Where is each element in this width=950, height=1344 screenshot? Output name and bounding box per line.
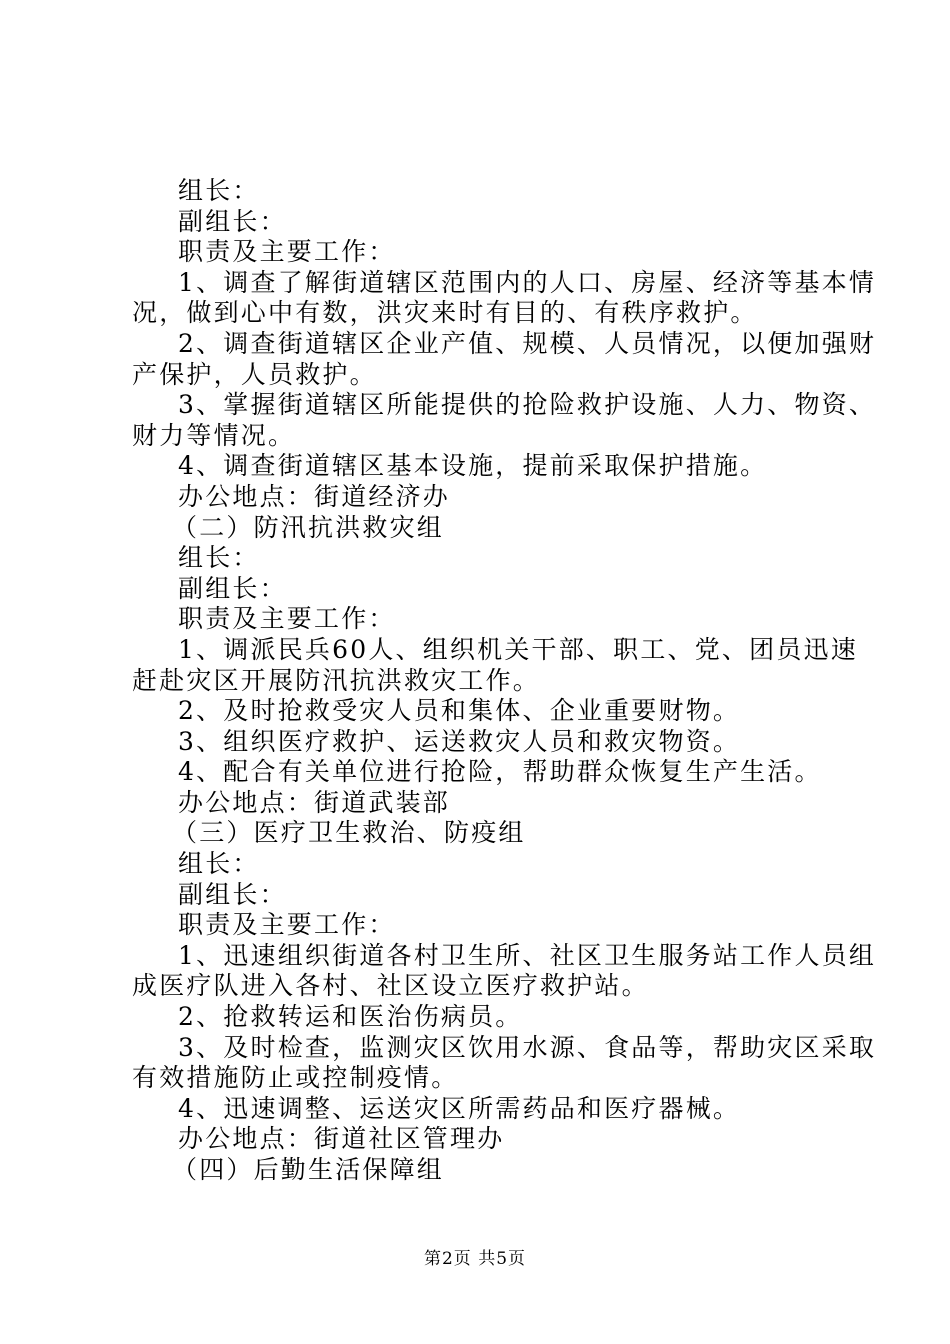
paragraph-line: 财力等情况。 bbox=[132, 420, 296, 450]
paragraph-line: 办公地点：街道武装部 bbox=[178, 787, 451, 817]
paragraph-line: 3、组织医疗救护、运送救灾人员和救灾物资。 bbox=[178, 726, 741, 756]
paragraph-line: 1、调查了解街道辖区范围内的人口、房屋、经济等基本情 bbox=[178, 267, 877, 297]
document-body bbox=[132, 176, 877, 1186]
paragraph-line: 3、及时检查，监测灾区饮用水源、食品等，帮助灾区采取 bbox=[178, 1032, 877, 1062]
paragraph-line: 组长： bbox=[178, 176, 260, 205]
paragraph-line: 职责及主要工作： bbox=[178, 910, 396, 940]
paragraph-line: 况，做到心中有数，洪灾来时有目的、有秩序救护。 bbox=[132, 298, 758, 328]
paragraph-line: 职责及主要工作： bbox=[178, 604, 396, 634]
paragraph-line: 副组长： bbox=[178, 573, 287, 603]
paragraph-line: 有效措施防止或控制疫情。 bbox=[132, 1063, 459, 1093]
paragraph-line: 赶赴灾区开展防汛抗洪救灾工作。 bbox=[132, 665, 541, 695]
paragraph-line: 4、迅速调整、运送灾区所需药品和医疗器械。 bbox=[178, 1093, 741, 1123]
paragraph-line: 办公地点：街道社区管理办 bbox=[178, 1124, 505, 1154]
paragraph-line: 2、调查街道辖区企业产值、规模、人员情况，以便加强财 bbox=[178, 328, 877, 358]
paragraph-line: 组长： bbox=[178, 849, 260, 879]
paragraph-line: 成医疗队进入各村、社区设立医疗救护站。 bbox=[132, 971, 649, 1001]
paragraph-line: 1、调派民兵60人、组织机关干部、职工、党、团员迅速 bbox=[178, 634, 858, 664]
paragraph-line: 副组长： bbox=[178, 206, 287, 236]
paragraph-line: 产保护，人员救护。 bbox=[132, 359, 377, 389]
section-heading: （三）医疗卫生救治、防疫组 bbox=[172, 818, 526, 848]
page-footer bbox=[0, 1244, 950, 1269]
paragraph-line: 2、抢救转运和医治伤病员。 bbox=[178, 1002, 523, 1032]
paragraph-line: 副组长： bbox=[178, 879, 287, 909]
paragraph-line: 组长： bbox=[178, 543, 260, 573]
section-heading: （四）后勤生活保障组 bbox=[172, 1155, 445, 1184]
paragraph-line: 办公地点：街道经济办 bbox=[178, 481, 451, 511]
paragraph-line: 4、调查街道辖区基本设施，提前采取保护措施。 bbox=[178, 451, 768, 481]
paragraph-line: 4、配合有关单位进行抢险，帮助群众恢复生产生活。 bbox=[178, 757, 822, 787]
paragraph-line: 3、掌握街道辖区所能提供的抢险救护设施、人力、物资、 bbox=[178, 390, 877, 420]
paragraph-line: 职责及主要工作： bbox=[178, 237, 396, 267]
page-number: 第2页 共5页 bbox=[423, 1249, 527, 1269]
paragraph-line: 2、及时抢救受灾人员和集体、企业重要财物。 bbox=[178, 696, 741, 726]
paragraph-line: 1、迅速组织街道各村卫生所、社区卫生服务站工作人员组 bbox=[178, 940, 877, 970]
section-heading: （二）防汛抗洪救灾组 bbox=[172, 512, 445, 542]
